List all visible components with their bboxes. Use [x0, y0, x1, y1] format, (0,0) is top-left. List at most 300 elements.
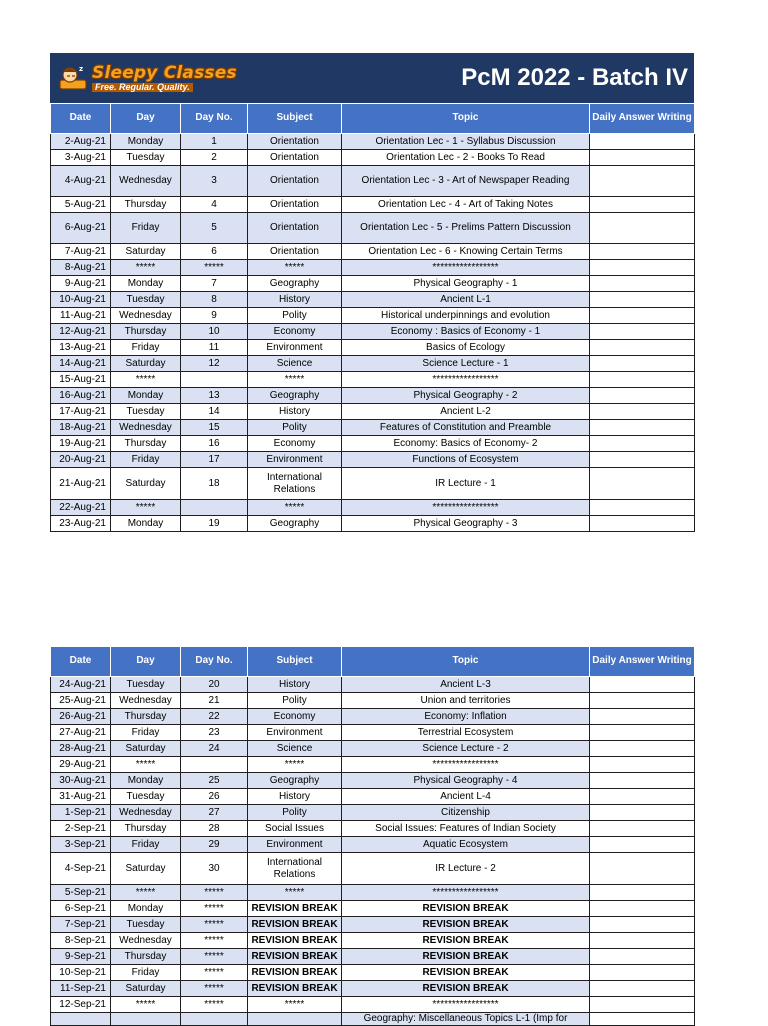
- date-cell: 25-Aug-21: [51, 693, 111, 709]
- day-cell: Wednesday: [111, 166, 181, 197]
- table-row: [51, 997, 695, 1013]
- col-header-date: Date: [51, 104, 111, 134]
- topic-cell: Orientation Lec - 5 - Prelims Pattern Discussion: [342, 213, 590, 244]
- date-cell: 4-Sep-21: [51, 853, 111, 885]
- answer-writing-cell[interactable]: [590, 166, 695, 197]
- subject-cell: Economy: [248, 324, 342, 340]
- topic-cell: Orientation Lec - 2 - Books To Read: [342, 150, 590, 166]
- answer-writing-cell[interactable]: [590, 292, 695, 308]
- day-no-cell: *****: [181, 933, 248, 949]
- table-row: [51, 821, 695, 837]
- banner: [50, 53, 694, 103]
- date-cell: 10-Sep-21: [51, 965, 111, 981]
- date-cell: 16-Aug-21: [51, 388, 111, 404]
- table-row: [51, 372, 695, 388]
- col-header-daily-answer-writing: Daily Answer Writing: [590, 104, 695, 134]
- date-cell: 3-Aug-21: [51, 150, 111, 166]
- answer-writing-cell[interactable]: [590, 516, 695, 532]
- day-cell: Friday: [111, 213, 181, 244]
- table-header-row: [51, 647, 695, 677]
- answer-writing-cell[interactable]: [590, 324, 695, 340]
- answer-writing-cell[interactable]: [590, 917, 695, 933]
- subject-cell: History: [248, 677, 342, 693]
- subject-cell: *****: [248, 500, 342, 516]
- subject-cell: REVISION BREAK: [248, 965, 342, 981]
- table-row: [51, 340, 695, 356]
- day-no-cell: 22: [181, 709, 248, 725]
- table-row: [51, 677, 695, 693]
- day-no-cell: *****: [181, 997, 248, 1013]
- day-no-cell: 30: [181, 853, 248, 885]
- day-cell: Saturday: [111, 468, 181, 500]
- sleeping-student-icon: [58, 63, 88, 93]
- col-header-daily-answer-writing: Daily Answer Writing: [590, 647, 695, 677]
- date-cell: 26-Aug-21: [51, 709, 111, 725]
- subject-cell: REVISION BREAK: [248, 949, 342, 965]
- day-cell: Tuesday: [111, 404, 181, 420]
- date-cell: 1-Sep-21: [51, 805, 111, 821]
- date-cell: 15-Aug-21: [51, 372, 111, 388]
- answer-writing-cell[interactable]: [590, 773, 695, 789]
- topic-cell: Geography: Miscellaneous Topics L-1 (Imp for: [342, 1013, 590, 1026]
- day-no-cell: 8: [181, 292, 248, 308]
- date-cell: 9-Sep-21: [51, 949, 111, 965]
- subject-cell: Polity: [248, 805, 342, 821]
- date-cell: 10-Aug-21: [51, 292, 111, 308]
- col-header-subject: Subject: [248, 104, 342, 134]
- topic-cell: *****************: [342, 260, 590, 276]
- topic-cell: Ancient L-3: [342, 677, 590, 693]
- answer-writing-cell[interactable]: [590, 805, 695, 821]
- topic-cell: REVISION BREAK: [342, 981, 590, 997]
- day-no-cell: 3: [181, 166, 248, 197]
- subject-cell: Geography: [248, 388, 342, 404]
- date-cell: 14-Aug-21: [51, 356, 111, 372]
- topic-cell: Physical Geography - 2: [342, 388, 590, 404]
- table-row: [51, 404, 695, 420]
- table-row: [51, 757, 695, 773]
- topic-cell: REVISION BREAK: [342, 901, 590, 917]
- day-cell: Wednesday: [111, 805, 181, 821]
- topic-cell: Aquatic Ecosystem: [342, 837, 590, 853]
- table-row: [51, 500, 695, 516]
- answer-writing-cell[interactable]: [590, 949, 695, 965]
- subject-cell: Polity: [248, 420, 342, 436]
- topic-cell: Orientation Lec - 6 - Knowing Certain Terms: [342, 244, 590, 260]
- topic-cell: Union and territories: [342, 693, 590, 709]
- topic-cell: Orientation Lec - 4 - Art of Taking Notes: [342, 197, 590, 213]
- subject-cell: Orientation: [248, 134, 342, 150]
- day-cell: Friday: [111, 452, 181, 468]
- table-row: [51, 197, 695, 213]
- subject-cell: Orientation: [248, 166, 342, 197]
- day-cell: Monday: [111, 516, 181, 532]
- day-cell: Tuesday: [111, 677, 181, 693]
- answer-writing-cell[interactable]: [590, 709, 695, 725]
- topic-cell: Orientation Lec - 1 - Syllabus Discussion: [342, 134, 590, 150]
- day-no-cell: 9: [181, 308, 248, 324]
- page-title: PcM 2022 - Batch IV: [461, 64, 688, 91]
- day-no-cell: 20: [181, 677, 248, 693]
- subject-cell: Economy: [248, 436, 342, 452]
- subject-cell: REVISION BREAK: [248, 981, 342, 997]
- answer-writing-cell[interactable]: [590, 757, 695, 773]
- day-no-cell: 14: [181, 404, 248, 420]
- answer-writing-cell[interactable]: [590, 725, 695, 741]
- topic-cell: Ancient L-1: [342, 292, 590, 308]
- day-no-cell: 13: [181, 388, 248, 404]
- table-row: [51, 308, 695, 324]
- answer-writing-cell[interactable]: [590, 853, 695, 885]
- day-cell: Friday: [111, 837, 181, 853]
- day-cell: *****: [111, 997, 181, 1013]
- table-row: [51, 773, 695, 789]
- date-cell: 13-Aug-21: [51, 340, 111, 356]
- subject-cell: *****: [248, 372, 342, 388]
- subject-cell: *****: [248, 260, 342, 276]
- topic-cell: Ancient L-2: [342, 404, 590, 420]
- subject-cell: Science: [248, 741, 342, 757]
- table-row: [51, 260, 695, 276]
- answer-writing-cell[interactable]: [590, 420, 695, 436]
- col-header-day-no: Day No.: [181, 647, 248, 677]
- date-cell: 9-Aug-21: [51, 276, 111, 292]
- day-no-cell: 16: [181, 436, 248, 452]
- day-cell: Friday: [111, 340, 181, 356]
- subject-cell: Geography: [248, 516, 342, 532]
- answer-writing-cell[interactable]: [590, 150, 695, 166]
- topic-cell: REVISION BREAK: [342, 949, 590, 965]
- topic-cell: Physical Geography - 4: [342, 773, 590, 789]
- day-no-cell: 21: [181, 693, 248, 709]
- date-cell: 28-Aug-21: [51, 741, 111, 757]
- day-no-cell: 11: [181, 340, 248, 356]
- day-no-cell: [181, 500, 248, 516]
- answer-writing-cell[interactable]: [590, 500, 695, 516]
- table-row: [51, 516, 695, 532]
- svg-text:z: z: [79, 65, 84, 73]
- day-cell: Friday: [111, 965, 181, 981]
- day-cell: Tuesday: [111, 292, 181, 308]
- day-no-cell: *****: [181, 260, 248, 276]
- answer-writing-cell[interactable]: [590, 821, 695, 837]
- table-row: [51, 933, 695, 949]
- table-row: [51, 420, 695, 436]
- table-row: [51, 741, 695, 757]
- subject-cell: Polity: [248, 308, 342, 324]
- day-no-cell: 28: [181, 821, 248, 837]
- day-cell: Thursday: [111, 709, 181, 725]
- answer-writing-cell[interactable]: [590, 308, 695, 324]
- subject-cell: History: [248, 404, 342, 420]
- topic-cell: Features of Constitution and Preamble: [342, 420, 590, 436]
- day-no-cell: 27: [181, 805, 248, 821]
- date-cell: 8-Sep-21: [51, 933, 111, 949]
- table-row: [51, 965, 695, 981]
- date-cell: 18-Aug-21: [51, 420, 111, 436]
- table-row: [51, 244, 695, 260]
- day-cell: Wednesday: [111, 308, 181, 324]
- subject-cell: Environment: [248, 452, 342, 468]
- topic-cell: Citizenship: [342, 805, 590, 821]
- day-cell: Wednesday: [111, 933, 181, 949]
- answer-writing-cell[interactable]: [590, 452, 695, 468]
- subject-cell: Orientation: [248, 197, 342, 213]
- date-cell: 11-Aug-21: [51, 308, 111, 324]
- answer-writing-cell[interactable]: [590, 356, 695, 372]
- logo-tagline: Free. Regular. Quality.: [92, 83, 193, 92]
- subject-cell: REVISION BREAK: [248, 901, 342, 917]
- day-no-cell: *****: [181, 917, 248, 933]
- table-row: [51, 276, 695, 292]
- table-row: [51, 468, 695, 500]
- answer-writing-cell[interactable]: [590, 693, 695, 709]
- subject-cell: International Relations: [248, 853, 342, 885]
- day-cell: Thursday: [111, 949, 181, 965]
- day-no-cell: 25: [181, 773, 248, 789]
- subject-cell: REVISION BREAK: [248, 917, 342, 933]
- answer-writing-cell[interactable]: [590, 997, 695, 1013]
- schedule-sheet-1: [50, 53, 694, 532]
- subject-cell: Social Issues: [248, 821, 342, 837]
- date-cell: 8-Aug-21: [51, 260, 111, 276]
- subject-cell: Polity: [248, 693, 342, 709]
- day-no-cell: 24: [181, 741, 248, 757]
- table-row: [51, 789, 695, 805]
- topic-cell: *****************: [342, 372, 590, 388]
- table-row: [51, 324, 695, 340]
- answer-writing-cell[interactable]: [590, 134, 695, 150]
- date-cell: 6-Sep-21: [51, 901, 111, 917]
- answer-writing-cell[interactable]: [590, 981, 695, 997]
- day-cell: *****: [111, 372, 181, 388]
- day-cell: *****: [111, 500, 181, 516]
- topic-cell: Ancient L-4: [342, 789, 590, 805]
- date-cell: 31-Aug-21: [51, 789, 111, 805]
- date-cell: 11-Sep-21: [51, 981, 111, 997]
- answer-writing-cell[interactable]: [590, 901, 695, 917]
- date-cell: 21-Aug-21: [51, 468, 111, 500]
- topic-cell: *****************: [342, 757, 590, 773]
- col-header-topic: Topic: [342, 647, 590, 677]
- topic-cell: REVISION BREAK: [342, 933, 590, 949]
- col-header-subject: Subject: [248, 647, 342, 677]
- date-cell: 12-Sep-21: [51, 997, 111, 1013]
- schedule-table-1: [50, 103, 695, 532]
- answer-writing-cell[interactable]: [590, 436, 695, 452]
- day-no-cell: 23: [181, 725, 248, 741]
- schedule-body-2: [51, 677, 695, 1026]
- schedule-table-2: [50, 646, 695, 1026]
- day-cell: Monday: [111, 276, 181, 292]
- table-row: [51, 388, 695, 404]
- topic-cell: *****************: [342, 885, 590, 901]
- table-row: [51, 981, 695, 997]
- date-cell: 4-Aug-21: [51, 166, 111, 197]
- subject-cell: Economy: [248, 709, 342, 725]
- logo-name: Sleepy Classes: [92, 62, 237, 83]
- subject-cell: REVISION BREAK: [248, 933, 342, 949]
- date-cell: 2-Sep-21: [51, 821, 111, 837]
- day-no-cell: 7: [181, 276, 248, 292]
- day-cell: Wednesday: [111, 693, 181, 709]
- day-cell: Thursday: [111, 436, 181, 452]
- day-no-cell: 1: [181, 134, 248, 150]
- day-cell: Thursday: [111, 324, 181, 340]
- day-cell: Tuesday: [111, 917, 181, 933]
- table-row: [51, 853, 695, 885]
- date-cell: 12-Aug-21: [51, 324, 111, 340]
- day-no-cell: 12: [181, 356, 248, 372]
- day-cell: Tuesday: [111, 150, 181, 166]
- topic-cell: IR Lecture - 1: [342, 468, 590, 500]
- answer-writing-cell[interactable]: [590, 276, 695, 292]
- date-cell: 17-Aug-21: [51, 404, 111, 420]
- date-cell: 2-Aug-21: [51, 134, 111, 150]
- topic-cell: Social Issues: Features of Indian Society: [342, 821, 590, 837]
- day-cell: Saturday: [111, 356, 181, 372]
- subject-cell: Geography: [248, 773, 342, 789]
- topic-cell: Physical Geography - 1: [342, 276, 590, 292]
- subject-cell: *****: [248, 885, 342, 901]
- day-no-cell: 10: [181, 324, 248, 340]
- subject-cell: Environment: [248, 837, 342, 853]
- day-no-cell: 17: [181, 452, 248, 468]
- day-cell: Saturday: [111, 244, 181, 260]
- day-no-cell: [181, 757, 248, 773]
- col-header-topic: Topic: [342, 104, 590, 134]
- day-cell: *****: [111, 885, 181, 901]
- date-cell: 29-Aug-21: [51, 757, 111, 773]
- table-row: [51, 917, 695, 933]
- col-header-day: Day: [111, 647, 181, 677]
- table-header-row: [51, 104, 695, 134]
- day-cell: Monday: [111, 388, 181, 404]
- answer-writing-cell[interactable]: [590, 885, 695, 901]
- topic-cell: Basics of Ecology: [342, 340, 590, 356]
- date-cell: 7-Aug-21: [51, 244, 111, 260]
- table-row: [51, 693, 695, 709]
- schedule-body-1: [51, 134, 695, 532]
- day-cell: Saturday: [111, 981, 181, 997]
- table-row: [51, 805, 695, 821]
- answer-writing-cell[interactable]: [590, 340, 695, 356]
- date-cell: 5-Aug-21: [51, 197, 111, 213]
- day-no-cell: 5: [181, 213, 248, 244]
- answer-writing-cell[interactable]: [590, 260, 695, 276]
- date-cell: 22-Aug-21: [51, 500, 111, 516]
- subject-cell: International Relations: [248, 468, 342, 500]
- table-row: [51, 356, 695, 372]
- col-header-day-no: Day No.: [181, 104, 248, 134]
- table-row: [51, 213, 695, 244]
- answer-writing-cell[interactable]: [590, 213, 695, 244]
- answer-writing-cell[interactable]: [590, 244, 695, 260]
- answer-writing-cell[interactable]: [590, 468, 695, 500]
- schedule-sheet-2: [50, 646, 694, 1026]
- day-cell: *****: [111, 757, 181, 773]
- day-no-cell: *****: [181, 949, 248, 965]
- subject-cell: History: [248, 292, 342, 308]
- date-cell: 3-Sep-21: [51, 837, 111, 853]
- date-cell: 19-Aug-21: [51, 436, 111, 452]
- day-no-cell: 29: [181, 837, 248, 853]
- answer-writing-cell[interactable]: [590, 965, 695, 981]
- topic-cell: Economy: Inflation: [342, 709, 590, 725]
- topic-cell: REVISION BREAK: [342, 965, 590, 981]
- topic-cell: Functions of Ecosystem: [342, 452, 590, 468]
- date-cell: 7-Sep-21: [51, 917, 111, 933]
- topic-cell: Science Lecture - 2: [342, 741, 590, 757]
- table-row: [51, 166, 695, 197]
- date-cell: 20-Aug-21: [51, 452, 111, 468]
- date-cell: 5-Sep-21: [51, 885, 111, 901]
- day-no-cell: *****: [181, 965, 248, 981]
- table-row: [51, 885, 695, 901]
- topic-cell: Economy : Basics of Economy - 1: [342, 324, 590, 340]
- day-cell: *****: [111, 260, 181, 276]
- answer-writing-cell[interactable]: [590, 789, 695, 805]
- answer-writing-cell[interactable]: [590, 933, 695, 949]
- date-cell: 27-Aug-21: [51, 725, 111, 741]
- topic-cell: Physical Geography - 3: [342, 516, 590, 532]
- subject-cell: Science: [248, 356, 342, 372]
- answer-writing-cell[interactable]: [590, 741, 695, 757]
- date-cell: 24-Aug-21: [51, 677, 111, 693]
- date-cell: 23-Aug-21: [51, 516, 111, 532]
- table-row: [51, 837, 695, 853]
- topic-cell: IR Lecture - 2: [342, 853, 590, 885]
- table-row: [51, 292, 695, 308]
- day-no-cell: 4: [181, 197, 248, 213]
- subject-cell: Orientation: [248, 244, 342, 260]
- answer-writing-cell[interactable]: [590, 677, 695, 693]
- day-cell: Friday: [111, 725, 181, 741]
- table-row: [51, 709, 695, 725]
- logo: [58, 63, 237, 93]
- answer-writing-cell[interactable]: [590, 837, 695, 853]
- answer-writing-cell[interactable]: [590, 372, 695, 388]
- day-cell: Wednesday: [111, 420, 181, 436]
- date-cell: 6-Aug-21: [51, 213, 111, 244]
- table-row: [51, 901, 695, 917]
- day-cell: Monday: [111, 134, 181, 150]
- topic-cell: REVISION BREAK: [342, 917, 590, 933]
- answer-writing-cell[interactable]: [590, 197, 695, 213]
- topic-cell: Economy: Basics of Economy- 2: [342, 436, 590, 452]
- topic-cell: Historical underpinnings and evolution: [342, 308, 590, 324]
- topic-cell: *****************: [342, 997, 590, 1013]
- subject-cell: Orientation: [248, 150, 342, 166]
- day-no-cell: 19: [181, 516, 248, 532]
- answer-writing-cell[interactable]: [590, 404, 695, 420]
- topic-cell: Orientation Lec - 3 - Art of Newspaper Reading: [342, 166, 590, 197]
- day-no-cell: *****: [181, 981, 248, 997]
- table-row: [51, 452, 695, 468]
- col-header-day: Day: [111, 104, 181, 134]
- day-no-cell: 18: [181, 468, 248, 500]
- day-no-cell: 15: [181, 420, 248, 436]
- table-row: [51, 134, 695, 150]
- answer-writing-cell[interactable]: [590, 388, 695, 404]
- day-cell: Tuesday: [111, 789, 181, 805]
- table-row: [51, 150, 695, 166]
- col-header-date: Date: [51, 647, 111, 677]
- subject-cell: Geography: [248, 276, 342, 292]
- day-cell: Monday: [111, 901, 181, 917]
- day-no-cell: 26: [181, 789, 248, 805]
- subject-cell: Environment: [248, 725, 342, 741]
